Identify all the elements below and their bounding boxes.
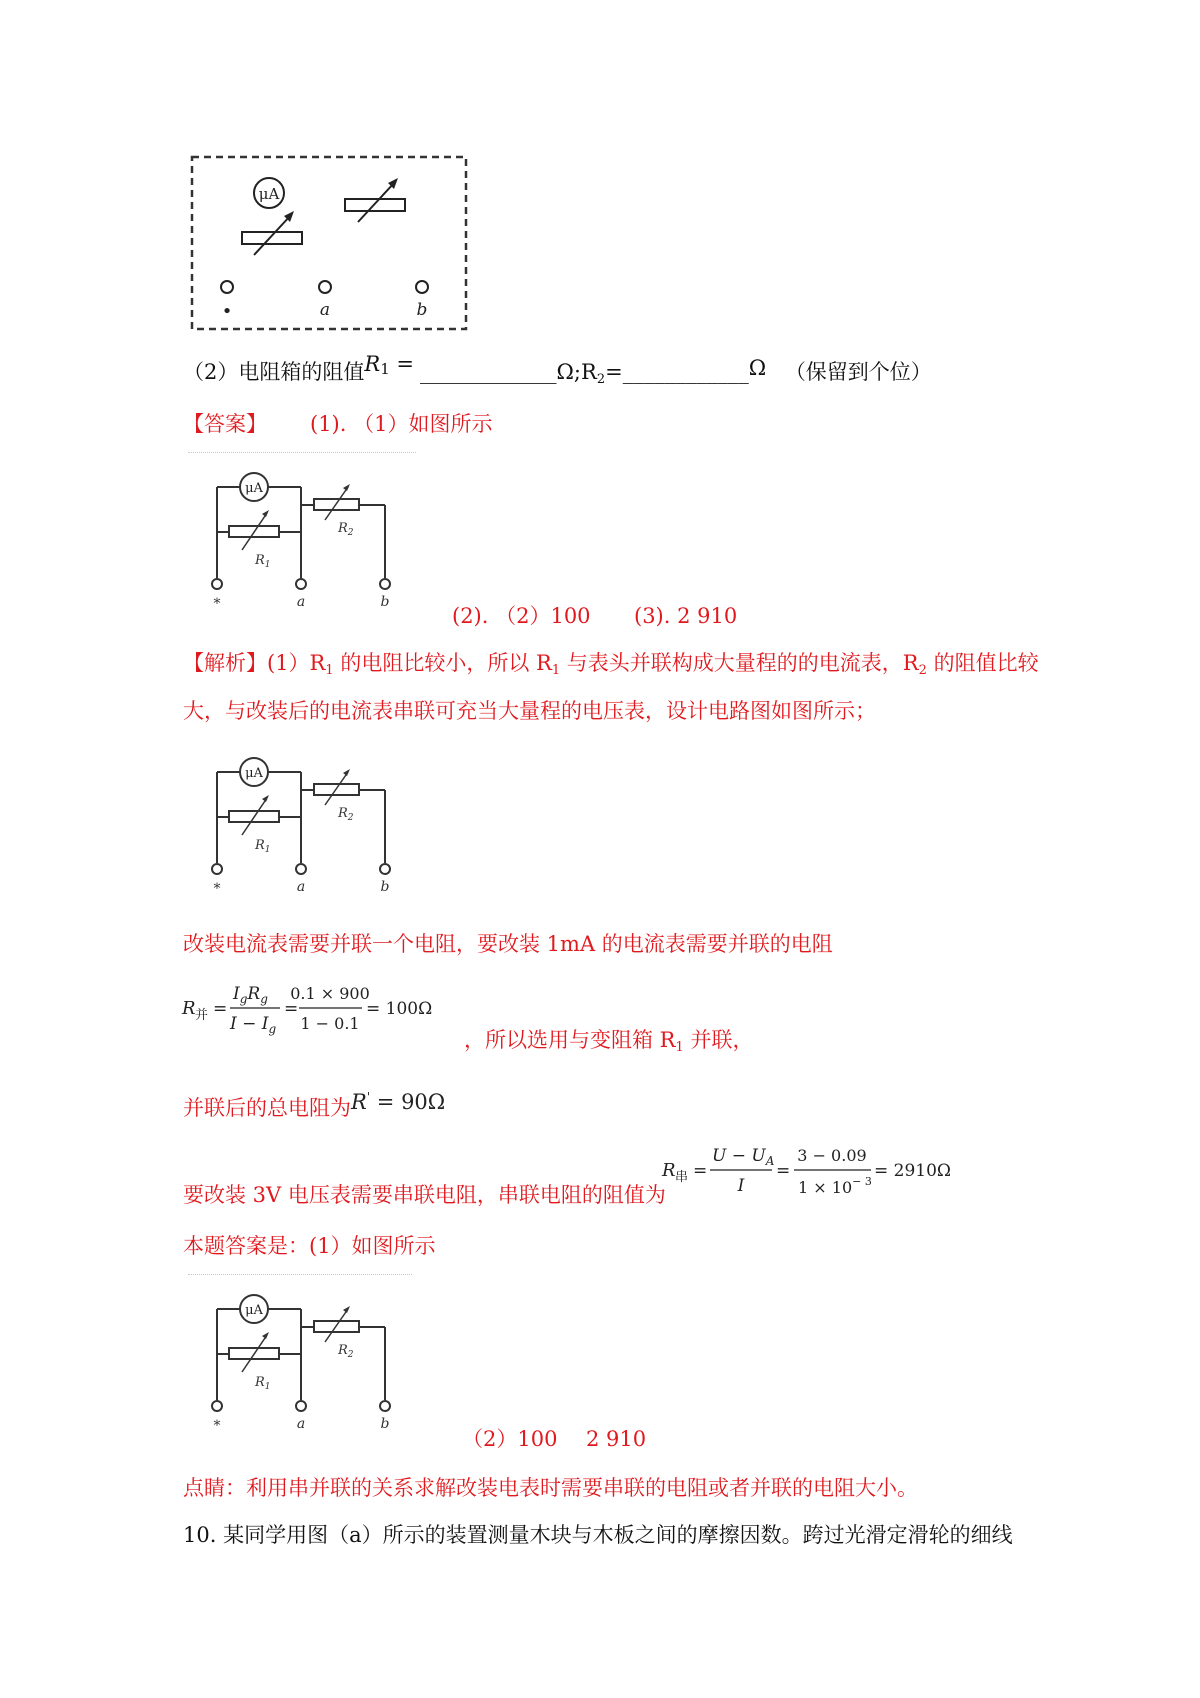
terminal-icon bbox=[380, 1401, 390, 1411]
analysis-line-5: 并联后的总电阻为R' = 90Ω bbox=[183, 1090, 446, 1120]
terminal-icon bbox=[416, 281, 428, 293]
microammeter-icon bbox=[240, 758, 268, 786]
svg-text:串: 串 bbox=[675, 1170, 689, 1185]
rheostat-icon bbox=[345, 178, 405, 222]
analysis-line-3: 改装电流表需要并联一个电阻，要改装 1mA 的电流表需要并联的电阻 bbox=[183, 932, 833, 956]
r1-variable: R bbox=[364, 352, 381, 376]
rheostat-r2-icon bbox=[314, 769, 359, 823]
svg-text:R1: $R_1$ bbox=[255, 553, 271, 570]
answer-tag: 【答案】 bbox=[183, 412, 267, 436]
terminal-label: b bbox=[416, 300, 428, 320]
analysis-line-1: 【解析】$(1)R_1$ 的电阻比较小，所以 $R_1$ 与表头并联构成大量程的的电流表，$R_2$ 的阻值比较 bbox=[183, 651, 1039, 678]
svg-text:μA: μA bbox=[258, 185, 280, 203]
svg-text:1 × 10− 3: $1 \times 10^{- 3}$ bbox=[798, 1175, 872, 1197]
answer-blank-r2[interactable]: ____________ bbox=[622, 360, 749, 384]
svg-text:1 − 0.1: 1 − 0.1 bbox=[300, 1014, 360, 1033]
microammeter-icon bbox=[254, 178, 284, 208]
svg-text:μA: μA bbox=[245, 1303, 263, 1318]
precision-note: （保留到个位） bbox=[784, 360, 932, 384]
svg-text:U − UA: $U - U_A$ bbox=[712, 1146, 775, 1168]
svg-text:R1: $R_1$ bbox=[255, 1375, 271, 1392]
svg-text:并: 并 bbox=[195, 1008, 209, 1023]
svg-text:R2: $R_2$ bbox=[338, 521, 354, 538]
answer-item-3: (3). 2 910 bbox=[634, 604, 738, 628]
svg-text:IgRg: $I_gR_g$ bbox=[233, 984, 268, 1006]
terminal-icon bbox=[221, 281, 233, 293]
analysis-line-6: 要改装 3V 电压表需要串联电阻，串联电阻的阻值为 bbox=[183, 1183, 666, 1207]
blank-circuit-diagram bbox=[190, 155, 470, 333]
svg-text:a: a bbox=[296, 879, 306, 895]
ohm-unit: Ω bbox=[748, 356, 767, 380]
formula-parallel-resistor bbox=[180, 973, 470, 1041]
analysis-tip: 点睛：利用串并联的关系求解改装电表时需要串联的电阻或者并联的电阻大小。 bbox=[183, 1476, 918, 1500]
microammeter-icon bbox=[240, 1295, 268, 1323]
terminal-icon bbox=[296, 864, 306, 874]
svg-text:=: = bbox=[213, 999, 228, 1019]
svg-text:b: b bbox=[380, 594, 390, 610]
terminal-icon bbox=[212, 864, 222, 874]
svg-text:R: R bbox=[662, 1160, 676, 1181]
terminal-icon bbox=[296, 579, 306, 589]
analysis-line-2: 大，与改装后的电流表串联可充当大量程的电压表，设计电路图如图所示； bbox=[183, 699, 876, 723]
svg-text:=: = bbox=[693, 1161, 708, 1181]
terminal-icon bbox=[212, 579, 222, 589]
dotted-divider bbox=[188, 452, 416, 453]
rheostat-r2-icon bbox=[314, 1306, 359, 1360]
svg-text:R2: $R_2$ bbox=[338, 1343, 354, 1360]
svg-text:=: = bbox=[284, 999, 299, 1019]
microammeter-icon bbox=[240, 473, 268, 501]
terminal-icon bbox=[380, 864, 390, 874]
svg-text:3 − 0.09: 3 − 0.09 bbox=[797, 1146, 867, 1165]
svg-text:R1: $R_1$ bbox=[255, 838, 271, 855]
analysis-line-7: 本题答案是：(1）如图所示 bbox=[183, 1234, 436, 1258]
rheostat-r1-icon bbox=[229, 1332, 279, 1392]
svg-text:=: = bbox=[776, 1161, 791, 1181]
r1-subscript: 1 bbox=[380, 360, 390, 378]
analysis-line-8a: （2）100 bbox=[462, 1427, 558, 1451]
svg-text:*: * bbox=[213, 596, 221, 612]
terminal-icon bbox=[380, 579, 390, 589]
svg-text:a: a bbox=[296, 1416, 306, 1432]
svg-text:b: b bbox=[380, 879, 390, 895]
rheostat-r1-icon bbox=[229, 795, 279, 855]
answer-blank-r1[interactable]: _____________ bbox=[420, 360, 557, 384]
terminal-label: • bbox=[221, 301, 233, 322]
analysis-line-4: ，所以选用与变阻箱 $R_1$ 并联， bbox=[464, 1028, 754, 1055]
dotted-divider bbox=[188, 1274, 412, 1275]
rheostat-r2-icon bbox=[314, 484, 359, 538]
rheostat-icon bbox=[242, 211, 302, 255]
rheostat-r1-icon bbox=[229, 510, 279, 570]
question-10-stem: 10. 某同学用图（a）所示的装置测量木块与木板之间的摩擦因数。跨过光滑定滑轮的细线 bbox=[183, 1523, 1013, 1547]
terminal-label: a bbox=[319, 300, 331, 320]
answer-circuit-diagram bbox=[205, 470, 405, 620]
terminal-icon bbox=[212, 1401, 222, 1411]
ohm-separator: Ω;R bbox=[556, 360, 597, 384]
r2-subscript: 2 bbox=[596, 372, 606, 387]
svg-text:= 100Ω: = 100Ω bbox=[366, 999, 433, 1019]
svg-text:R2: $R_2$ bbox=[338, 806, 354, 823]
svg-text:0.1 × 900: 0.1 × 900 bbox=[290, 984, 370, 1003]
svg-text:*: * bbox=[213, 881, 221, 897]
analysis-circuit-diagram bbox=[205, 755, 405, 905]
svg-text:= 2910Ω: = 2910Ω bbox=[874, 1161, 952, 1181]
svg-text:μA: μA bbox=[245, 481, 263, 496]
analysis-line-8b: 2 910 bbox=[586, 1427, 647, 1451]
terminal-icon bbox=[319, 281, 331, 293]
svg-text:b: b bbox=[380, 1416, 390, 1432]
svg-text:a: a bbox=[296, 594, 306, 610]
question-2-line bbox=[183, 352, 415, 389]
r2-equals: = bbox=[605, 360, 623, 384]
final-circuit-diagram bbox=[205, 1292, 405, 1442]
svg-text:I − Ig: $I - I_g$ bbox=[230, 1014, 277, 1036]
question-2-prefix: （2）电阻箱的阻值 bbox=[183, 360, 365, 384]
svg-text:I: I bbox=[737, 1176, 745, 1196]
terminal-icon bbox=[296, 1401, 306, 1411]
question-2-blanks bbox=[420, 357, 932, 395]
svg-text:μA: μA bbox=[245, 766, 263, 781]
svg-text:*: * bbox=[213, 1418, 221, 1434]
svg-text:R: R bbox=[182, 998, 196, 1019]
answer-item-1: (1). （1）如图所示 bbox=[310, 412, 493, 436]
formula-series-resistor bbox=[660, 1135, 970, 1203]
answer-item-2: (2). （2）100 bbox=[452, 604, 591, 628]
r1-equals: = bbox=[389, 352, 415, 376]
